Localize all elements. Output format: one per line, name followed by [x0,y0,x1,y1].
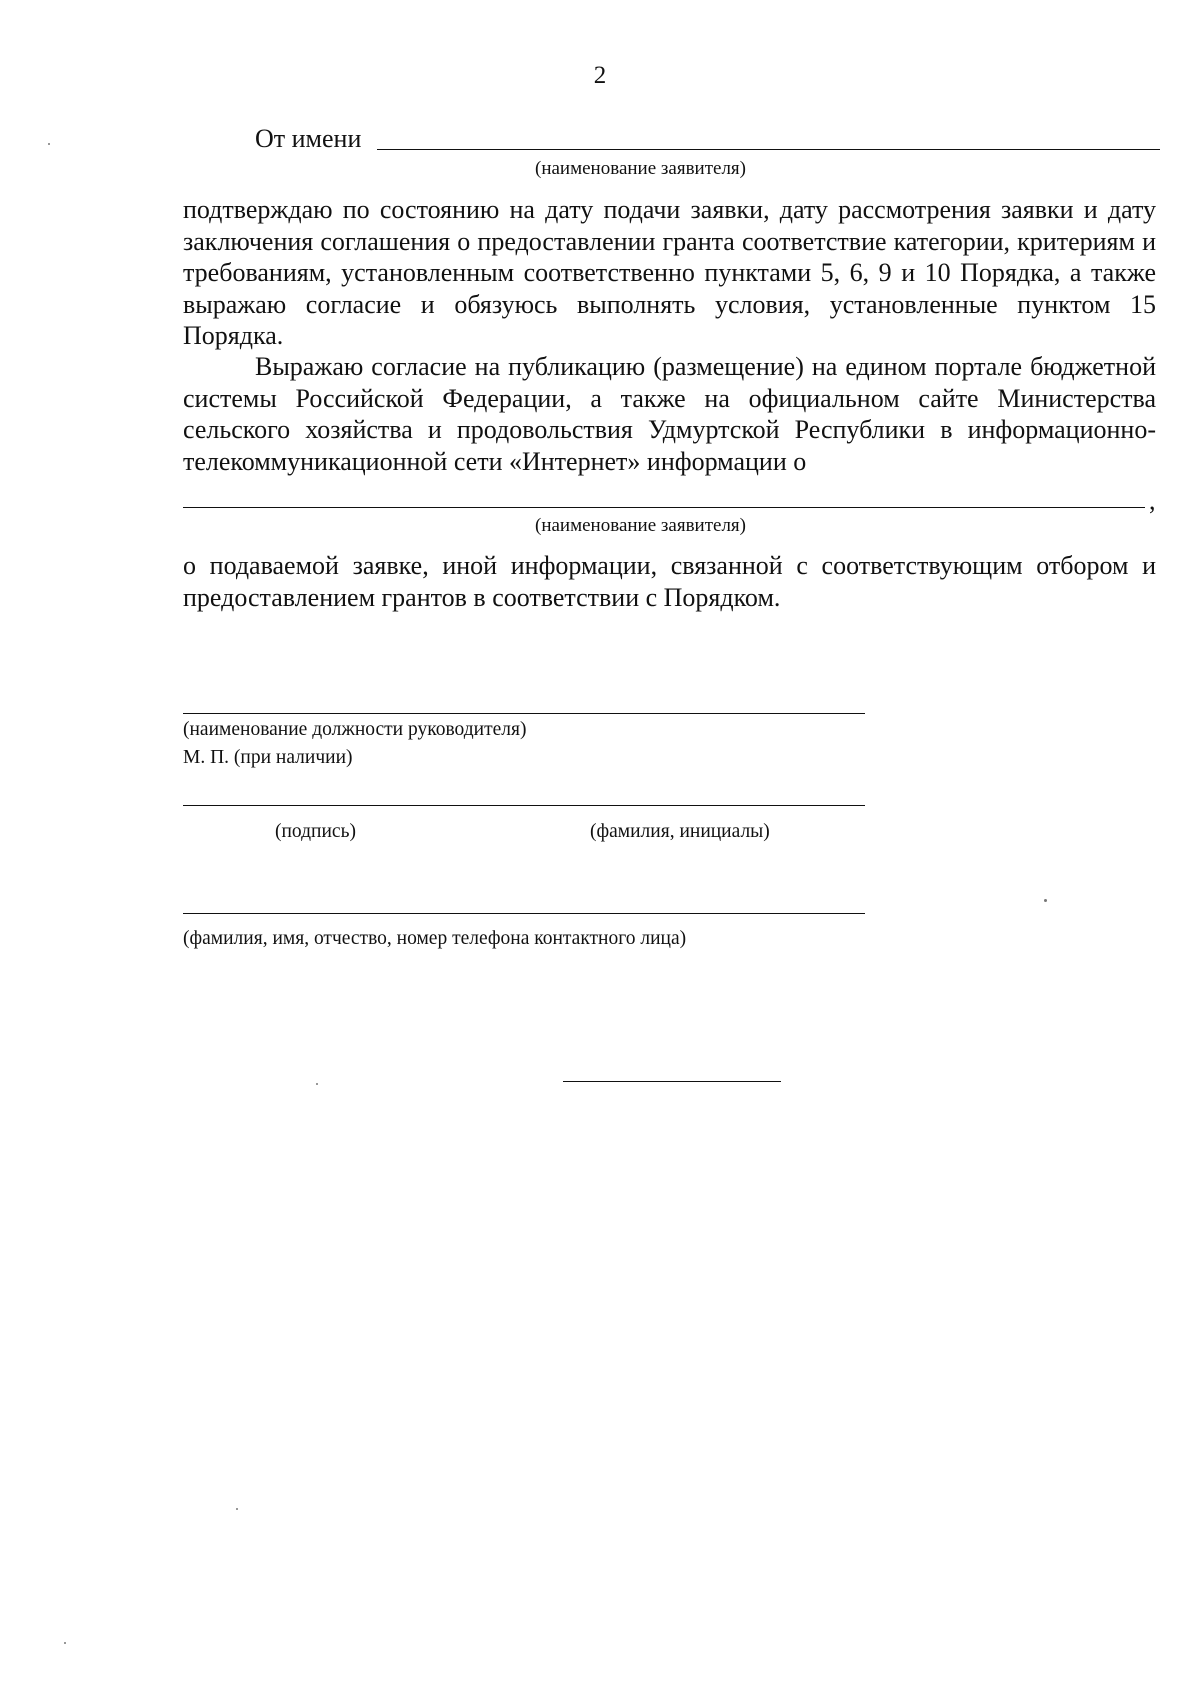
position-caption: (наименование должности руководителя) [183,719,527,740]
scan-speck [316,1083,318,1085]
consent-paragraph [183,351,1156,477]
name-initials-caption: (фамилия, инициалы) [590,821,770,842]
confirmation-paragraph: подтверждаю по состоянию на дату подачи заявки, дату рассмотрения заявки и дату заключения соглашения о предоставлении гранта соответствие категории, критериям и требованиям, установленным соответственно пунктами 5, 6, 9 и 10 Порядка, а также выражаю согласие и обязуюсь выполнять условия, установленные пунктом 15 Порядка. [183,195,1156,350]
applicant-info-line [183,507,1145,508]
page-number: 2 [593,62,607,89]
scan-speck [48,143,50,145]
applicant-caption-top: (наименование заявителя) [535,158,746,179]
scan-speck [1044,899,1047,902]
signature-line [183,805,865,806]
contact-caption: (фамилия, имя, отчество, номер телефона контактного лица) [183,928,687,949]
contact-line [183,913,865,914]
end-separator-line [563,1081,781,1082]
scan-speck [64,1642,66,1644]
consent-paragraph-text: Выражаю согласие на публикацию (размещение) на едином портале бюджетной системы Российской Федерации, а также на официальном сайте Министерства сельского хозяйства и продовольствия Удмуртской Республики в информационно-телекоммуникационной сети «Интернет» информации о [183,352,1156,476]
publication-paragraph: о подаваемой заявке, иной информации, связанной с соответствующим отбором и предоставлением грантов в соответствии с Порядком. [183,551,1156,612]
on-behalf-label: От имени [255,124,362,153]
applicant-line-comma: , [1149,486,1156,515]
signature-caption: (подпись) [275,821,356,842]
position-line [183,713,865,714]
stamp-note: М. П. (при наличии) [183,747,353,768]
applicant-caption-middle: (наименование заявителя) [535,515,746,536]
applicant-name-line [377,149,1160,150]
scan-speck [236,1508,238,1510]
